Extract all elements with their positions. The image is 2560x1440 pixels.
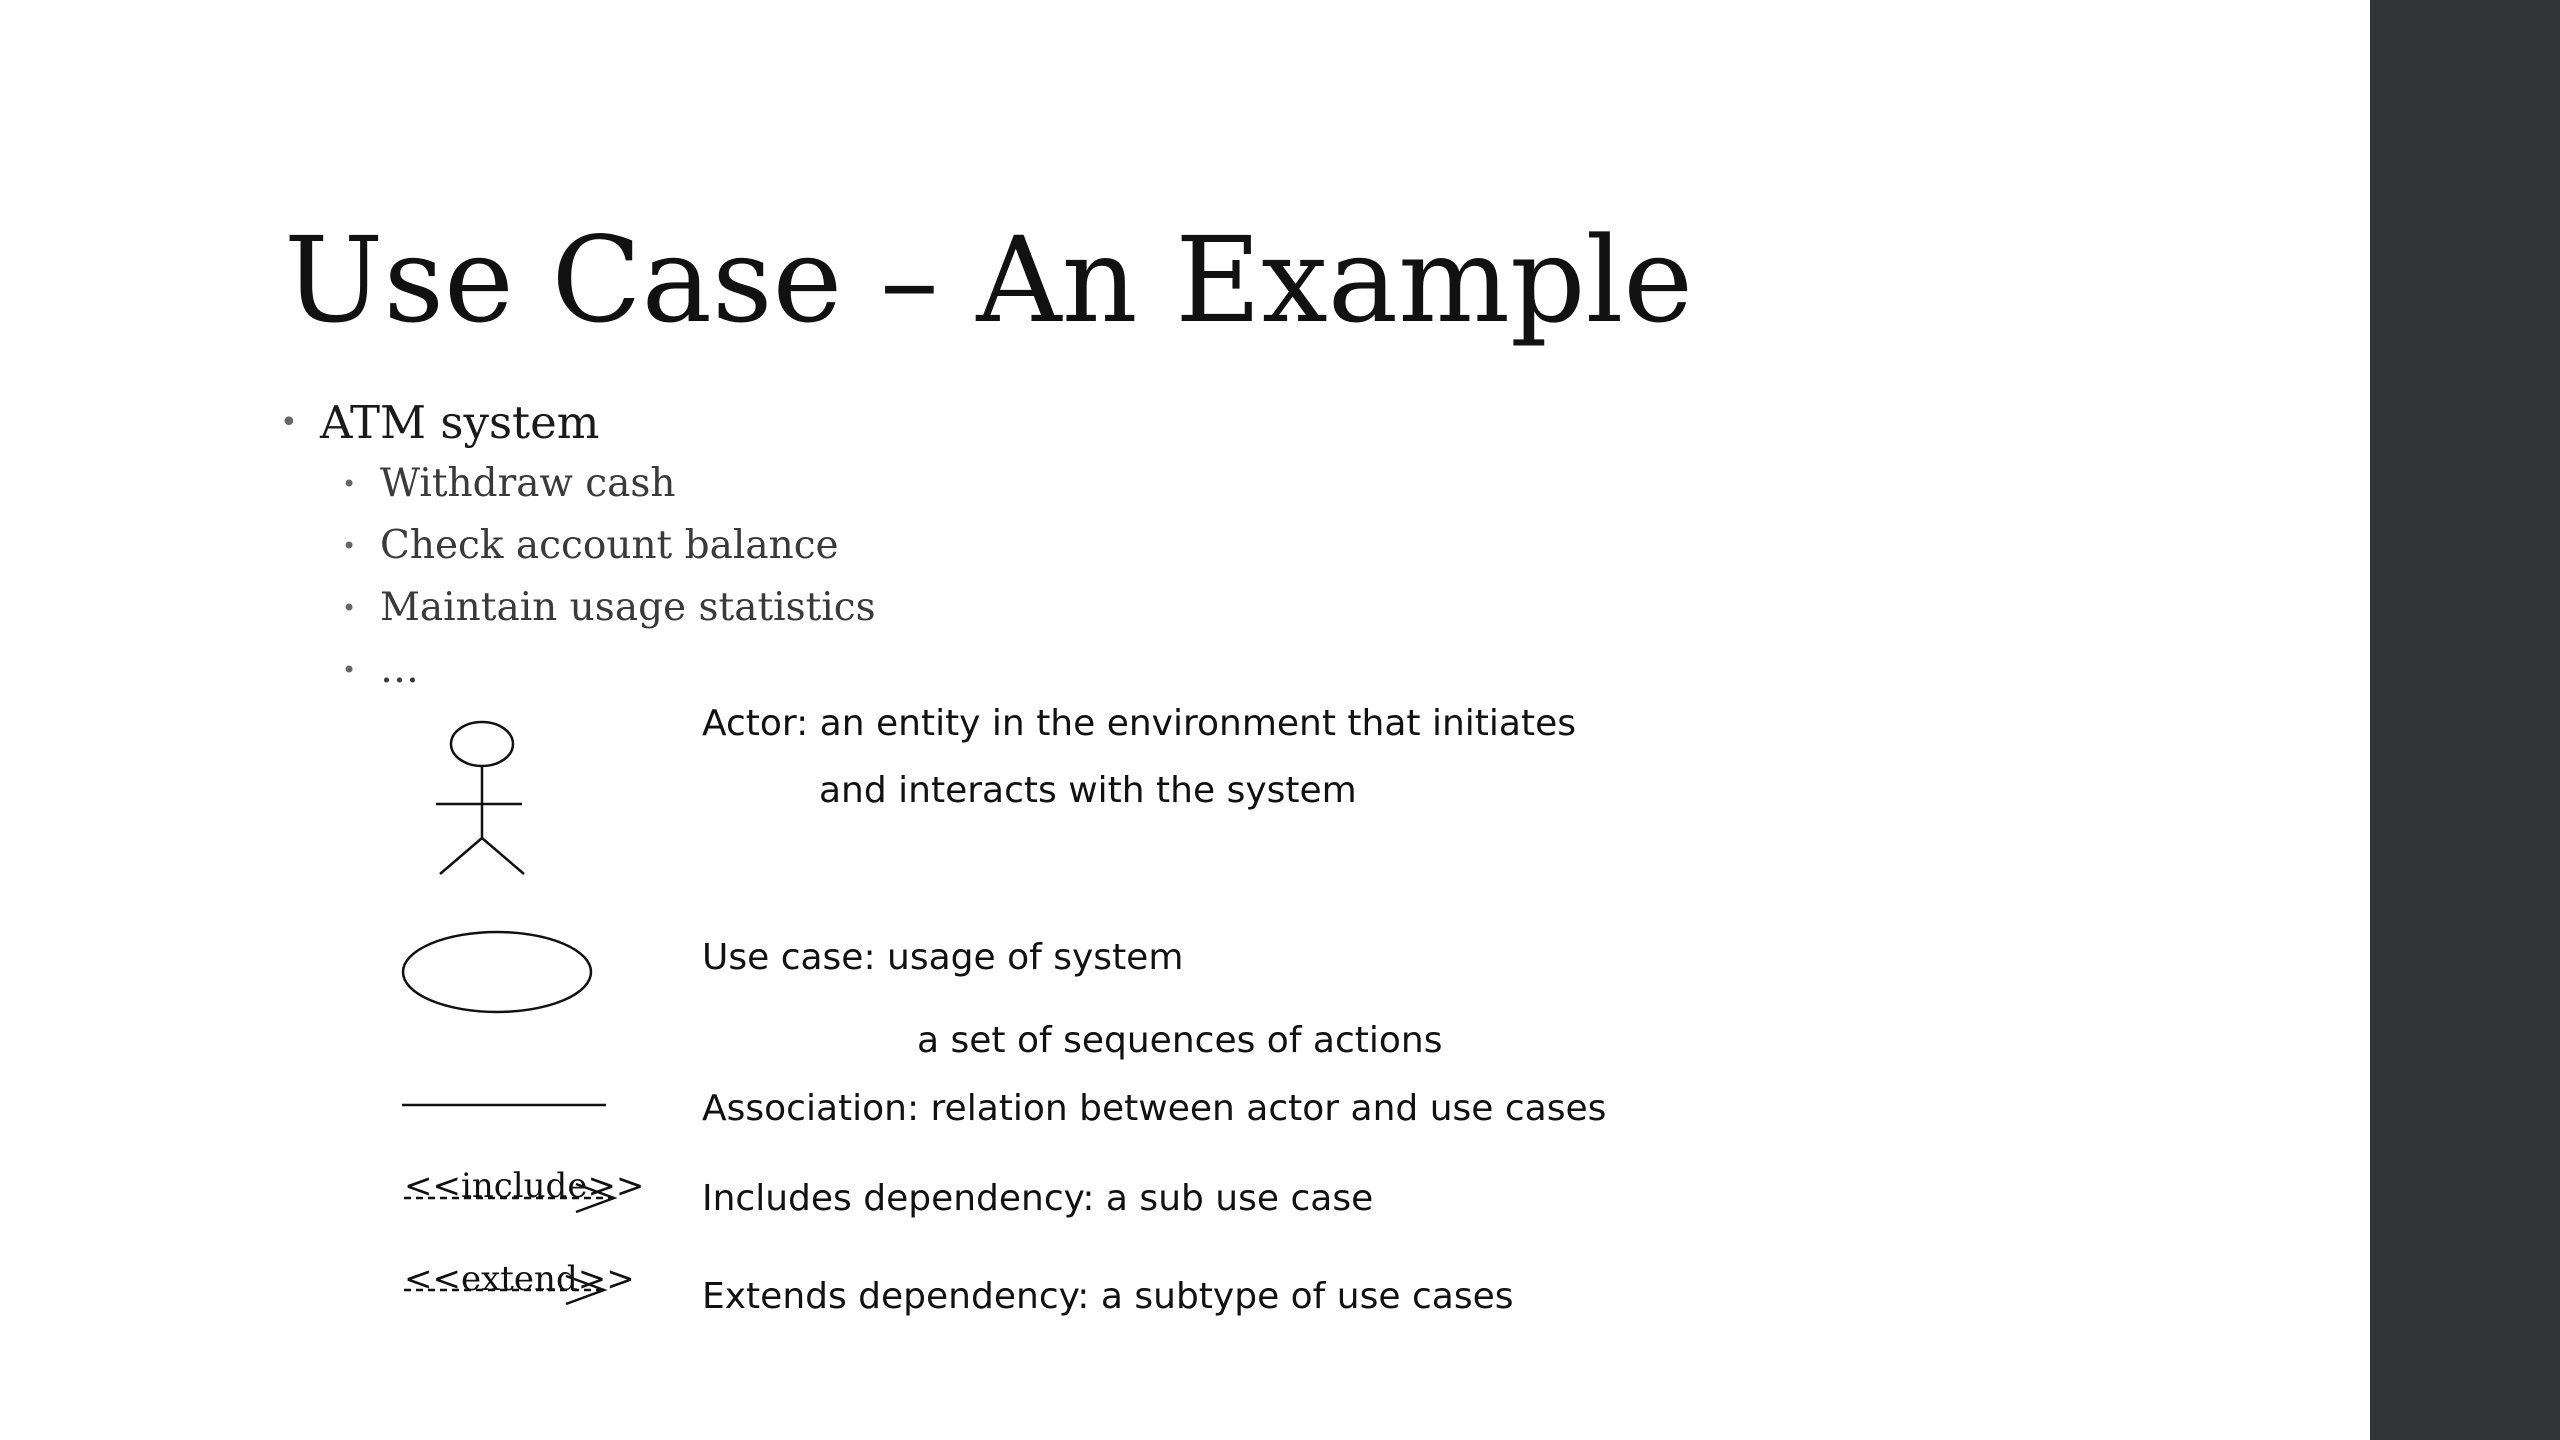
extend-description: Extends dependency: a subtype of use cases: [702, 1276, 1514, 1317]
actor-description-line1: Actor: an entity in the environment that initiates: [702, 703, 1577, 744]
bullet-text: Maintain usage statistics: [380, 585, 876, 630]
bullet-text: …: [380, 647, 419, 692]
bullet-check-balance: [342, 519, 839, 573]
bullet-text: Withdraw cash: [380, 461, 676, 506]
use-case-ellipse-icon: [400, 928, 595, 1016]
bullet-dot: •: [342, 594, 357, 622]
bullet-atm-system: [280, 393, 600, 453]
bullet-dot: •: [342, 656, 357, 684]
actor-description-line2: and interacts with the system: [819, 770, 1357, 811]
use-case-description-line2: a set of sequences of actions: [917, 1020, 1443, 1061]
slide-title: Use Case – An Example: [284, 211, 1694, 349]
side-bar: [2370, 0, 2560, 1440]
bullet-ellipsis: [342, 643, 419, 697]
actor-right-leg: [482, 838, 524, 874]
bullet-dot: •: [342, 470, 357, 498]
association-line-icon: [402, 1100, 608, 1110]
actor-icon: [428, 716, 538, 881]
bullet-text: ATM system: [320, 396, 600, 449]
bullet-dot: •: [280, 405, 298, 440]
include-stereotype-label: <<include>>: [404, 1166, 645, 1206]
bullet-dot: •: [342, 532, 357, 560]
extend-stereotype-label: <<extend>>: [404, 1259, 635, 1299]
association-description: Association: relation between actor and use cases: [702, 1088, 1607, 1129]
actor-left-leg: [440, 838, 482, 874]
actor-head: [451, 722, 513, 766]
include-description: Includes dependency: a sub use case: [702, 1178, 1374, 1219]
bullet-usage-statistics: [342, 581, 876, 635]
bullet-text: Check account balance: [380, 523, 839, 568]
bullet-withdraw-cash: [342, 457, 676, 511]
use-case-description-line1: Use case: usage of system: [702, 937, 1184, 978]
include-dependency-arrow-icon: [404, 1180, 624, 1216]
extend-dependency-arrow-icon: [404, 1272, 614, 1308]
